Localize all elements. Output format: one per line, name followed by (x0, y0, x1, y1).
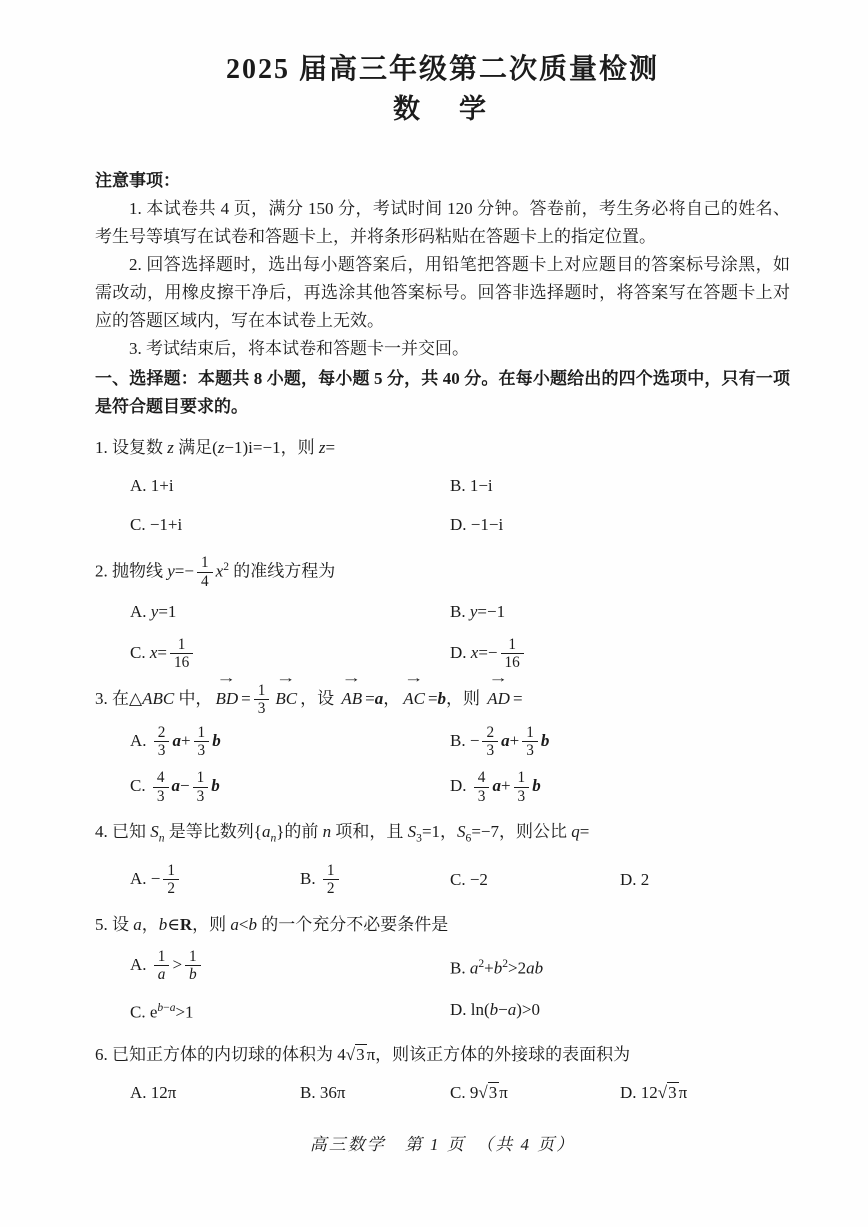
question-6-option-b: B. 36π (300, 1082, 346, 1102)
question-3-option-d: D. $\frac{4}{3}$ a+ $\frac{1}{3}$ b (450, 769, 541, 805)
exam-subject: 数 学 (393, 94, 492, 124)
question-5-stem: 5. 设 a，b∈R，则 a<b 的一个充分不必要条件是 (95, 914, 449, 934)
question-6-option-a: A. 12π (130, 1082, 177, 1102)
notice-item-1: 1. 本试卷共 4 页，满分 150 分，考试时间 120 分钟。答卷前，考生务必将自己的姓名、考生号等填写在试卷和答题卡上，并将条形码粘贴在答题卡上的指定位置。 (95, 198, 790, 246)
question-3-options (95, 724, 790, 805)
notice-heading: 注意事项： (95, 170, 180, 190)
question-3-option-b: B. − $\frac{2}{3}$ a+ $\frac{1}{3}$ b (450, 723, 550, 760)
question-4-option-c: C. −2 (450, 869, 488, 889)
question-2-option-b: B. y=−1 (450, 601, 506, 621)
question-1-option-a: A. 1+i (130, 475, 174, 495)
question-5-option-d: D. ln(b−a)>0 (450, 1000, 541, 1020)
question-3-option-c: C. $\frac{4}{3}$ a− $\frac{1}{3}$ b (130, 769, 220, 805)
question-2-option-c: C. x= $\frac{1}{16}$ (130, 636, 450, 672)
question-6-option-d: D. 12√3 π (620, 1082, 688, 1102)
question-1 (95, 431, 790, 540)
question-4-option-a: A. − $\frac{1}{2}$ (130, 862, 300, 898)
question-5-option-b: B. $a^2+b^2>2ab$ (450, 956, 544, 978)
question-5-option-a: A. $\frac{1}{a}$ > $\frac{1}{b}$ (130, 948, 450, 984)
question-2-options (95, 597, 790, 672)
notice-item-3: 3. 考试结束后，将本试卷和答题卡一并交回。 (129, 338, 469, 358)
question-4-stem: 4. 已知 $S_n$ 是等比数列$\{a_n\}$的前 n 项和，且 $S_3=1$，$S_6=-7$，则公比 q= (95, 822, 590, 845)
question-1-option-d: D. −1−i (450, 514, 504, 534)
question-4 (95, 815, 790, 898)
page-footer: 高三数学 第 1 页 （共 4 页） (309, 1134, 576, 1154)
question-5 (95, 908, 790, 1028)
question-2-option-a: A. y=1 (130, 601, 177, 621)
question-6-option-c: C. 9√3 π (450, 1082, 508, 1102)
exam-title: 2025 届高三年级第二次质量检测 (225, 54, 659, 85)
question-3 (95, 670, 790, 805)
question-3-option-a: A. $\frac{2}{3}$ a+ $\frac{1}{3}$ b (130, 723, 221, 760)
exam-header (95, 52, 790, 127)
question-3-stem: 3. 在△ABC 中， → BD = $\frac{1}{3}$ → BC ，设 → AB =a， → AC =b，则 → AD = (95, 670, 523, 718)
question-2-option-d: D. x=− $\frac{1}{16}$ (450, 636, 790, 672)
question-1-options (95, 471, 790, 540)
question-4-option-d: D. 2 (620, 869, 650, 889)
question-2 (95, 550, 790, 672)
question-1-stem: 1. 设复数 z 满足(z−1)i=−1，则 z= (95, 437, 336, 457)
question-5-options (95, 948, 790, 1028)
question-1-option-c: C. −1+i (130, 514, 183, 534)
notice-section (95, 167, 790, 363)
question-6-options (95, 1078, 790, 1108)
question-5-option-c: C. $e^{b-a}>1$ (130, 1000, 194, 1022)
question-4-options (95, 862, 790, 898)
question-4-option-b: B. $\frac{1}{2}$ (300, 862, 450, 898)
question-6 (95, 1038, 790, 1108)
section-1-heading: 一、选择题：本题共 8 小题，每小题 5 分，共 40 分。在每小题给出的四个选项中，只有一项是符合题目要求的。 (95, 368, 790, 416)
question-6-stem: 6. 已知正方体的内切球的体积为 4√3 π，则该正方体的外接球的表面积为 (95, 1044, 631, 1064)
question-2-stem: 2. 抛物线 y=− $\frac{1}{4}$ $x^2$ 的准线方程为 (95, 554, 336, 590)
notice-item-2: 2. 回答选择题时，选出每小题答案后，用铅笔把答题卡上对应题目的答案标号涂黑，如需改动，用橡皮擦干净后，再选涂其他答案标号。回答非选择题时，将答案写在答题卡上对应的答题区域内，写在本试卷上无效。 (95, 254, 790, 330)
question-1-option-b: B. 1−i (450, 475, 493, 495)
